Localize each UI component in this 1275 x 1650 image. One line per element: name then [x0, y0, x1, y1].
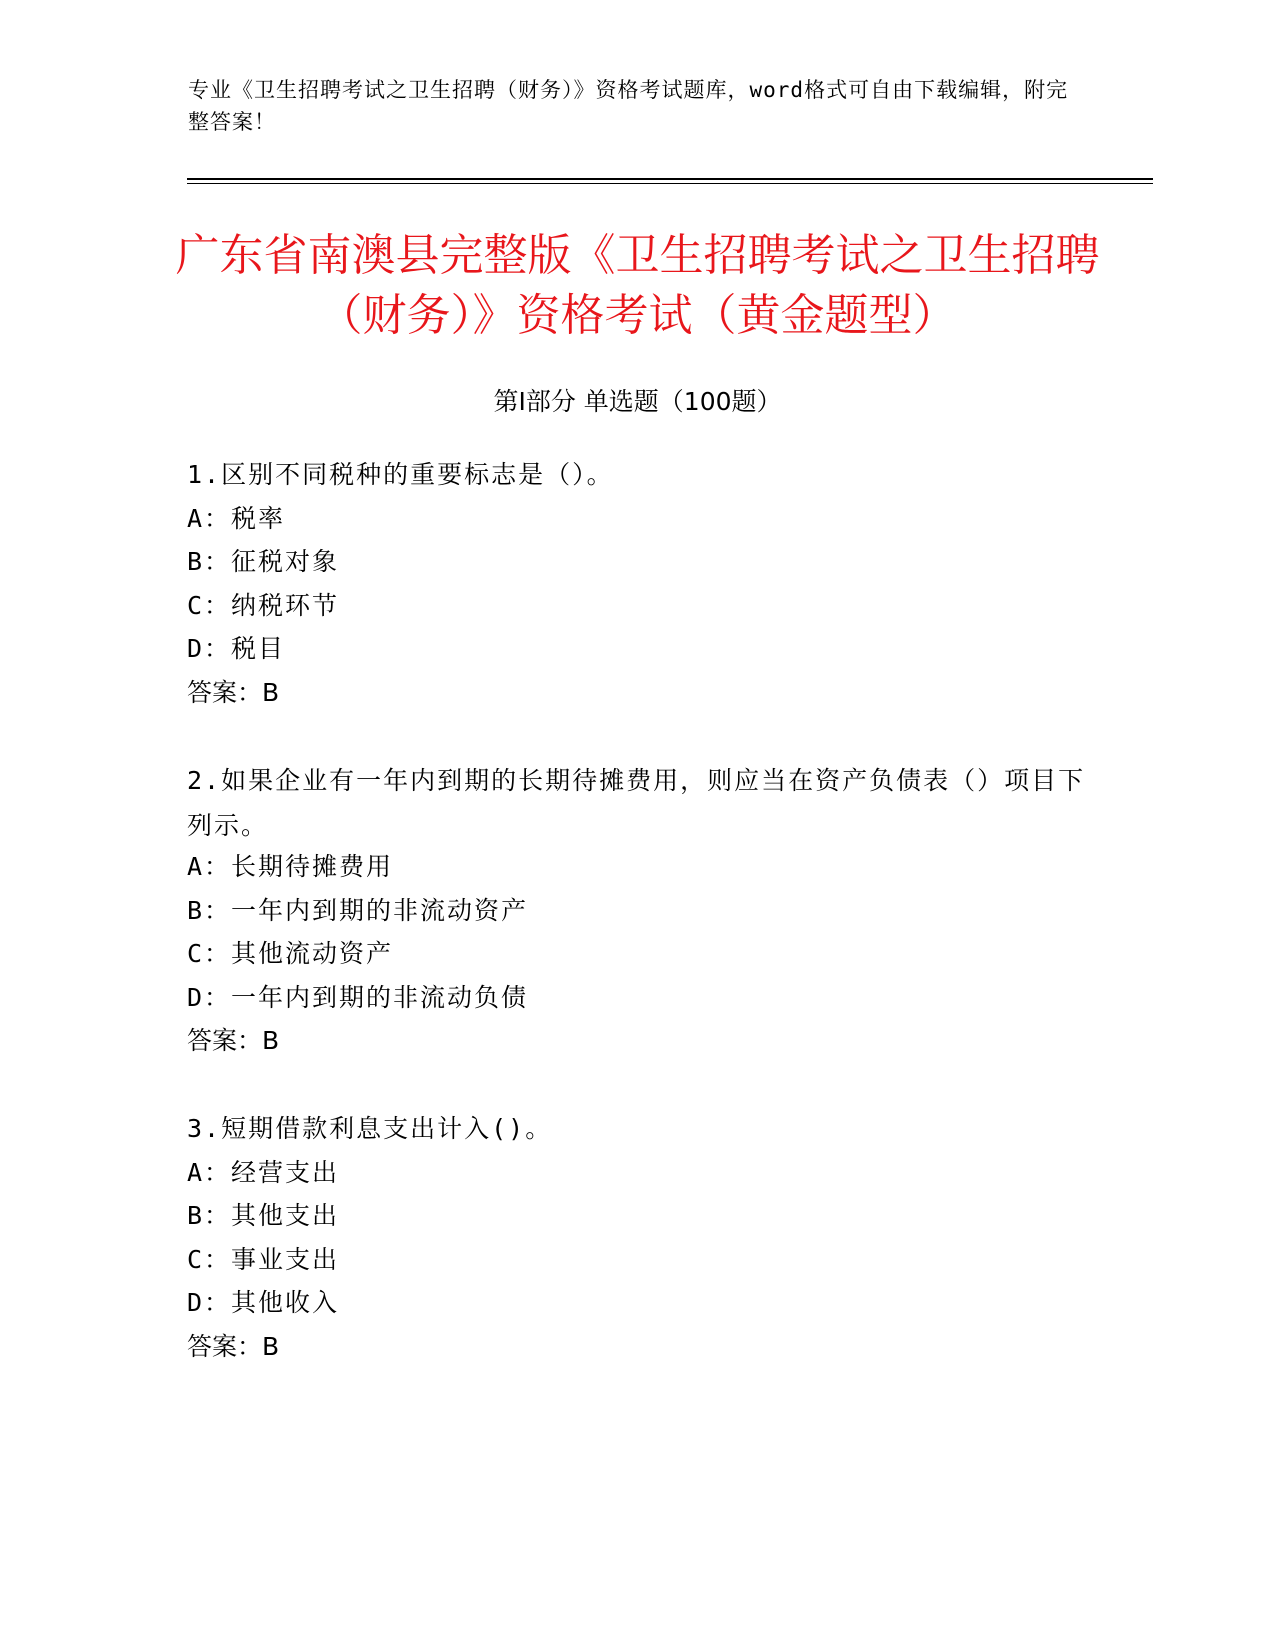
question-1-option-b: B：征税对象 — [187, 547, 340, 576]
question-2-option-d: D：一年内到期的非流动负债 — [187, 983, 529, 1012]
question-2-option-c: C：其他流动资产 — [187, 939, 394, 968]
question-2-option-b: B：一年内到期的非流动资产 — [187, 896, 529, 925]
document-title: 广东省南澳县完整版《卫生招聘考试之卫生招聘（财务）》资格考试（黄金题型） — [175, 230, 1100, 341]
question-1-answer: 答案：B — [187, 678, 280, 707]
question-2-stem: 2.如果企业有一年内到期的长期待摊费用，则应当在资产负债表（）项目下列示。 — [187, 766, 1086, 840]
header-divider-thin — [187, 183, 1153, 184]
question-1-option-c: C：纳税环节 — [187, 591, 340, 620]
question-3-option-a: A：经营支出 — [187, 1158, 340, 1187]
question-3-answer: 答案：B — [187, 1332, 280, 1361]
section-heading: 第Ⅰ部分 单选题（100题） — [493, 387, 782, 416]
header-divider-thick — [187, 178, 1153, 180]
question-2-option-a: A：长期待摊费用 — [187, 852, 394, 881]
question-1-option-d: D：税目 — [187, 634, 286, 663]
question-2-answer: 答案：B — [187, 1026, 280, 1055]
question-3-option-b: B：其他支出 — [187, 1201, 340, 1230]
question-3-option-c: C：事业支出 — [187, 1245, 340, 1274]
question-1-stem: 1.区别不同税种的重要标志是（）。 — [187, 460, 614, 489]
question-3-stem: 3.短期借款利息支出计入()。 — [187, 1114, 553, 1143]
question-3-option-d: D：其他收入 — [187, 1288, 340, 1317]
question-1-option-a: A：税率 — [187, 504, 286, 533]
header-note: 专业《卫生招聘考试之卫生招聘（财务）》资格考试题库，word格式可自由下载编辑，附完整答案！ — [188, 78, 1069, 134]
